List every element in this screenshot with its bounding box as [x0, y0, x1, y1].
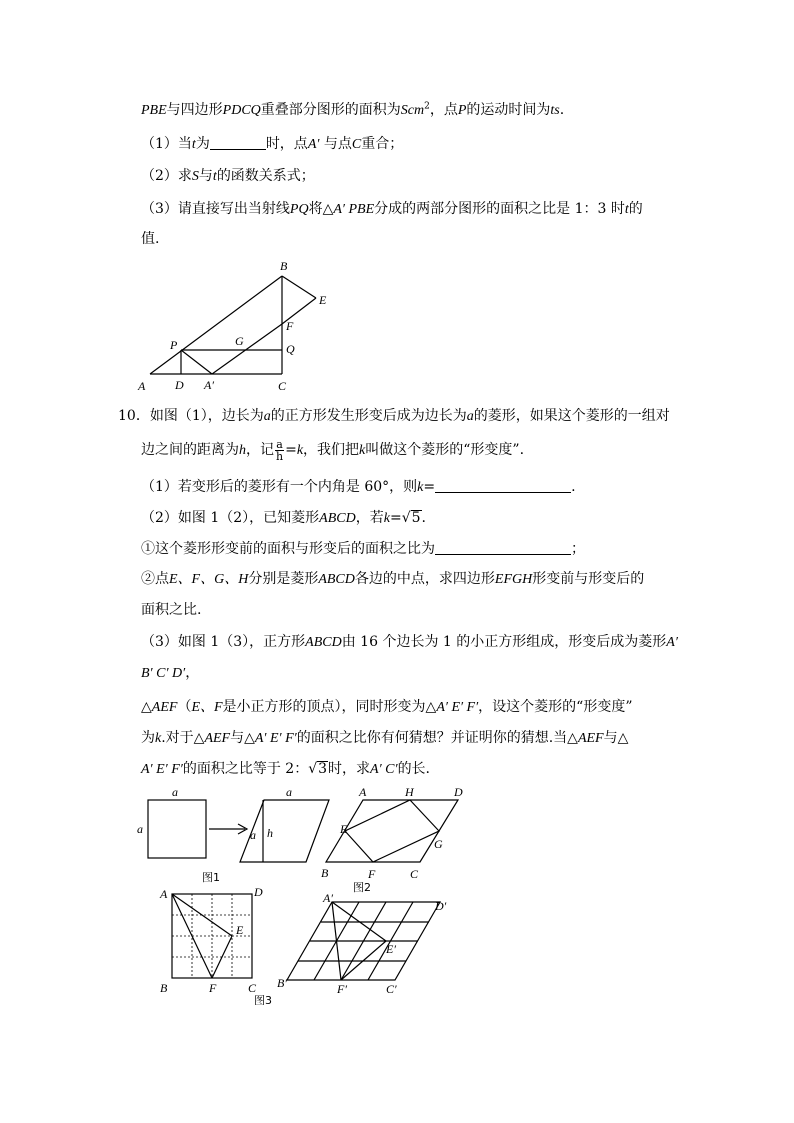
q10-t3-aef-prime: A′ E′ F′ [141, 762, 183, 777]
q10-s2-abcd: ABCD [319, 511, 356, 526]
q9-intro [141, 100, 564, 121]
fig3-label-b: B [160, 981, 168, 995]
q10-t2-aef-prime: A′ E′ F′ [254, 731, 297, 746]
q9-intro-end: . [559, 102, 565, 118]
q9-p3-t: t [624, 202, 629, 217]
q9-p3-tri: A′ PBE [333, 202, 375, 217]
q10-t2-aef2: AEF [577, 731, 604, 746]
q10-t2-text2: .对于△ [161, 730, 205, 746]
fig1-label-a-inner: a [250, 828, 256, 842]
q10-l2-text2: ，记 [246, 442, 274, 458]
q10-l1-text2: 的正方形发生形变后成为边长为 [270, 408, 467, 424]
q10-l2-eq: = [285, 442, 297, 458]
q10-s3-a: A′ [666, 635, 678, 650]
q9-intro-text2: 重叠部分图形的面积为 [260, 102, 401, 118]
q9-p1-text: （1）当 [141, 136, 192, 152]
sqrt-symbol: √ [401, 510, 411, 526]
q9-p1-a: A′ [307, 137, 320, 152]
q9-intro-p: P [457, 103, 467, 118]
fraction-a-over-h [275, 439, 284, 462]
fig2-label-g: G [434, 837, 443, 851]
fig4-label-c: C′ [386, 982, 397, 996]
q10-c2-points: E、F、G、H [169, 572, 249, 587]
q10-l1-text3: 的菱形，如果这个菱形的一组对 [473, 408, 670, 424]
fig2-label-e: E [340, 822, 348, 836]
fig3-caption: 图3 [254, 994, 272, 1005]
fig4-label-d: D′ [435, 899, 447, 913]
q9-intro-sup: 2 [424, 101, 430, 112]
q10-s1-k: k [417, 480, 424, 495]
q10-s1-text: （1）若变形后的菱形有一个内角是 60°，则 [141, 479, 418, 495]
q10-s2-end: . [421, 510, 426, 526]
sqrt-five: 5 [411, 510, 421, 526]
q10-t3-text: 的面积之比等于 2： [182, 761, 309, 777]
q9-p1-c: C [351, 137, 362, 152]
label-c: C [278, 379, 287, 393]
q9-p1-text5: 重合； [361, 136, 404, 152]
q9-p1-text2: 为 [195, 136, 210, 152]
q10-c2-text4: 形变前与形变后的 [532, 571, 645, 587]
q10-c2-text5: 面积之比. [141, 602, 202, 618]
q10-t2-text: 为 [141, 730, 155, 746]
q10-t2-text3: 与△ [230, 730, 255, 746]
q10-t1-paren: （ [177, 699, 192, 715]
fig1-label-h: h [267, 826, 273, 840]
fig4-label-e: E′ [386, 942, 396, 956]
q9-p2-text: （2）求 [141, 168, 192, 184]
fraction-numerator: a [276, 437, 283, 451]
q10-s3-text: （3）如图 1（3），正方形 [141, 634, 306, 650]
q9-intro-pbe: PBE [141, 103, 167, 118]
label-b: B [280, 259, 288, 273]
q10-s1-eq: = [423, 479, 436, 495]
q10-figures-3-4 [150, 880, 460, 1005]
fig3-label-c: C [248, 981, 257, 995]
q10-t2-text5: 与△ [603, 730, 629, 746]
q9-part3-cont [141, 229, 159, 249]
q9-intro-text3: ，点 [429, 102, 458, 118]
q10-text1 [141, 697, 633, 718]
fig3-label-d: D [254, 885, 263, 899]
fig3-label-a: A [160, 887, 168, 901]
q9-intro-unit: Scm [400, 103, 425, 118]
q10-s3-bcd: B′ C′ D′ [141, 666, 186, 681]
q9-p3-text4: 的 [628, 201, 643, 217]
q9-intro-ts: ts [550, 103, 560, 118]
q10-c1-text: ①这个菱形形变前的面积与形变后的面积之比为 [141, 541, 435, 557]
q10-t2-k: k [155, 731, 162, 746]
q10-s2-eq: = [389, 510, 402, 526]
q10-s2-text: （2）如图 1（2），已知菱形 [141, 510, 320, 526]
q10-t1-aef: AEF [151, 700, 178, 715]
q10-c2-efgh: EFGH [494, 572, 533, 587]
q9-p3-text2: 将△ [308, 201, 334, 217]
q10-t3-text2: 时，求 [328, 761, 371, 777]
q9-p3-pq: PQ [289, 202, 309, 217]
q9-p2-s: S [191, 169, 199, 184]
q10-l2-k2: k [359, 443, 366, 458]
q10-sub3-cont [141, 663, 199, 684]
q10-t3-ac: A′ C′ [370, 762, 398, 777]
line-be [282, 276, 316, 298]
q10-t1-tri: △ [141, 699, 152, 715]
q10-l1-text: 10．如图（1），边长为 [118, 408, 264, 424]
q10-c2-text3: 各边的中点，求四边形 [354, 571, 495, 587]
q10-l1-a2: a [466, 409, 474, 424]
q10-t3-text3: 的长. [397, 761, 431, 777]
fig2-label-f: F [368, 867, 376, 881]
q10-l2-h: h [239, 443, 246, 458]
fig4-label-b: B′ [277, 976, 287, 990]
label-g: G [235, 334, 244, 348]
q9-part2 [141, 166, 315, 187]
fig2-label-d: D [454, 785, 463, 799]
q10-s2-text2: ，若 [355, 510, 384, 526]
fig2-label-b: B [321, 866, 329, 880]
q10-s1-answer-blank[interactable] [435, 478, 571, 493]
q9-part1 [141, 134, 403, 155]
q10-c2-abcd: ABCD [318, 572, 355, 587]
line-fa2 [212, 324, 282, 374]
fraction-denominator: h [276, 449, 284, 463]
q10-sub1 [141, 477, 576, 498]
q10-circled1 [141, 539, 585, 559]
q10-l2-k: k [296, 443, 304, 458]
q10-circled2-cont [141, 600, 201, 620]
q10-s3-comma: ， [185, 665, 200, 681]
fig1-label-a-rhombus: a [286, 785, 292, 799]
label-q: Q [286, 342, 295, 356]
q10-text2 [141, 728, 628, 749]
q10-figures-1-2 [130, 785, 480, 895]
q9-p1-t: t [191, 137, 196, 152]
q10-t1-text2: ，设这个菱形的“形变度” [478, 699, 633, 715]
label-d: D [175, 378, 184, 392]
q10-t1-aef-prime: A′ E′ F′ [436, 700, 479, 715]
fig1-square [148, 800, 206, 858]
fig3-label-f: F [209, 981, 217, 995]
q10-line1 [118, 406, 670, 427]
q9-p2-text3: 的函数关系式； [216, 168, 315, 184]
q10-t2-aef: AEF [204, 731, 231, 746]
label-f: F [286, 319, 294, 333]
q10-s3-abcd: ABCD [305, 635, 342, 650]
q9-p2-t: t [212, 169, 217, 184]
fig2-label-c: C [410, 867, 419, 881]
line-ab [150, 276, 282, 374]
q10-sub3 [141, 632, 678, 653]
label-p: P [170, 338, 178, 352]
q9-part3 [141, 199, 643, 220]
q10-s2-k: k [383, 511, 390, 526]
q9-figure [130, 252, 340, 396]
q10-sub2 [141, 508, 426, 529]
sqrt-three: 3 [318, 761, 328, 777]
fig2-label-a: A [359, 785, 367, 799]
fig1-label-a-top: a [172, 785, 178, 799]
q9-intro-pdcq: PDCQ [222, 103, 261, 118]
q10-t1-text: 是小正方形的顶点），同时形变为△ [222, 699, 437, 715]
line-pa2 [181, 350, 212, 374]
fig1-label-a-left: a [137, 822, 143, 836]
q10-line2 [141, 436, 524, 465]
q10-l2-text4: 叫做这个菱形的“形变度”. [365, 442, 525, 458]
q9-p3-text5: 值. [141, 231, 160, 247]
label-a-prime: A′ [204, 378, 214, 392]
q10-c2-text2: 分别是菱形 [248, 571, 319, 587]
q9-intro-text: 与四边形 [166, 102, 223, 118]
fig2-inner-efgh [345, 800, 439, 862]
q10-l2-text: 边之间的距离为 [141, 442, 239, 458]
q10-t2-text4: 的面积之比你有何猜想？并证明你的猜想.当△ [296, 730, 578, 746]
q10-c2-text: ②点 [141, 571, 169, 587]
q10-circled2 [141, 569, 644, 590]
q9-intro-text4: 的运动时间为 [466, 102, 551, 118]
q9-p2-text2: 与 [198, 168, 213, 184]
q9-p1-text4: 与点 [323, 136, 352, 152]
q9-p1-answer-blank[interactable] [210, 135, 266, 150]
q10-l1-a: a [263, 409, 271, 424]
q10-t1-ef: E、F [191, 700, 223, 715]
label-e: E [319, 293, 327, 307]
q10-s3-text2: 由 16 个边长为 1 的小正方形组成，形变后成为菱形 [341, 634, 667, 650]
fig4-label-a: A′ [323, 891, 333, 905]
fig3-label-e: E [236, 923, 244, 937]
fig2-label-h: H [405, 785, 414, 799]
sqrt-symbol-2: √ [308, 761, 318, 777]
q9-p3-text: （3）请直接写出当射线 [141, 201, 290, 217]
q10-s1-end: . [571, 479, 576, 495]
q10-text3 [141, 759, 430, 780]
fig1-caption: 图1 [202, 871, 220, 884]
fig2-caption: 图2 [353, 881, 371, 894]
fig4-label-f: F′ [337, 982, 347, 996]
q9-p3-text3: 分成的两部分图形的面积之比是 1：3 时 [374, 201, 625, 217]
q9-p1-text3: 时，点 [265, 136, 308, 152]
label-a: A [138, 379, 146, 393]
q10-c1-answer-blank[interactable] [435, 540, 571, 555]
q10-c1-end: ； [571, 541, 585, 557]
q10-l2-text3: ，我们把 [303, 442, 360, 458]
